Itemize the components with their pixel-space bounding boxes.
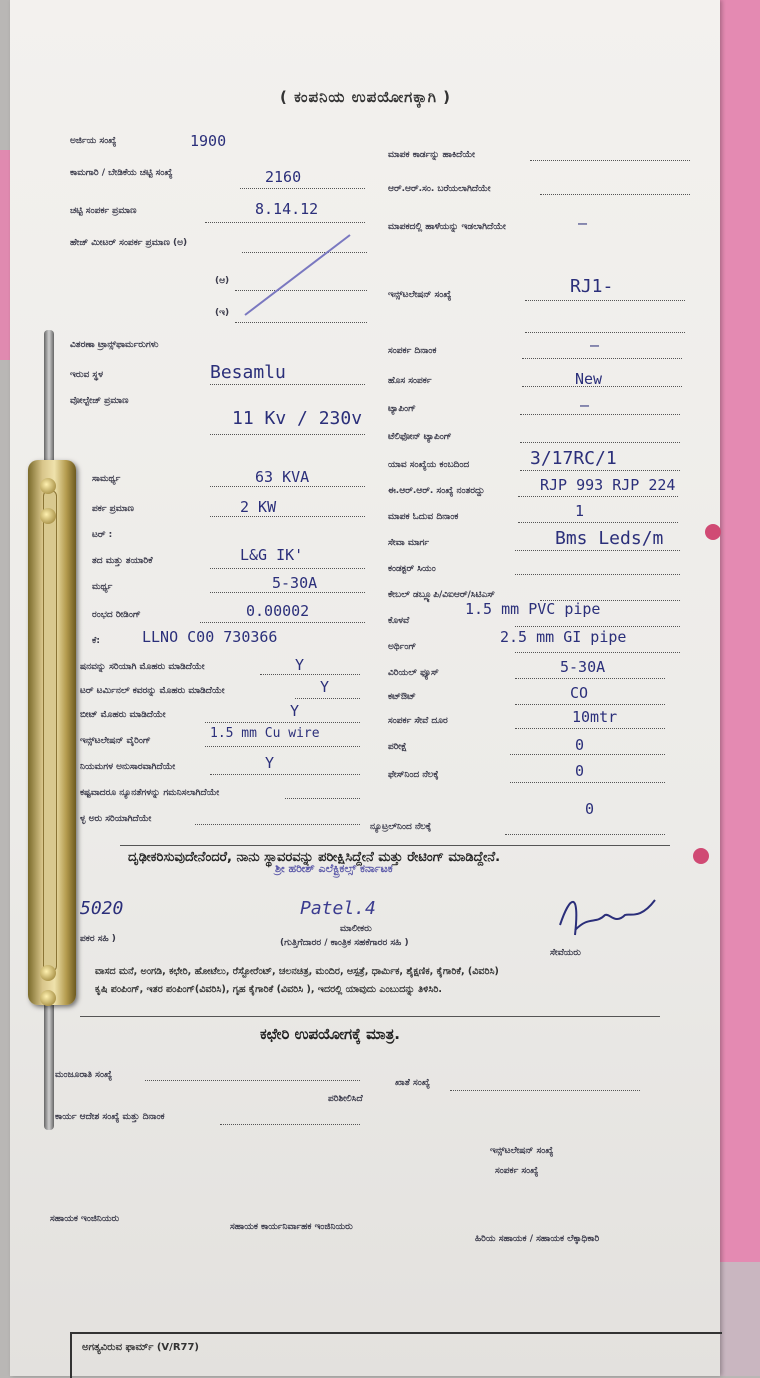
label-cutout-sealed: ಬೀಟ್ ಮೊಹರು ಮಾಡಿದೆಯೇ [80,710,166,720]
value-application-no: 1900 [190,132,227,150]
value-as-per-rules: Y [265,754,275,772]
dotted-line [520,470,680,471]
dotted-line [220,1124,360,1125]
value-new-connection: New [575,370,603,388]
value-cutout: CO [570,684,589,702]
dotted-line [520,414,680,415]
dotted-line [518,496,678,497]
value-phase-earth: 0 [575,762,585,780]
dotted-line [210,774,360,775]
label-rr-written: ಆರ್.ಆರ್.ಸಂ. ಬರೆಯಲಾಗಿದೆಯೇ [388,184,491,194]
label-connection-date: ಸಂಪರ್ಕ ದಿನಾಂಕ [388,346,437,356]
value-next-rr: RJP 993 RJP 224 [540,476,676,494]
dotted-line [240,188,365,189]
label-sealed: ಷನವನ್ನು ಸರಿಯಾಗಿ ಮೊಹರು ಮಾಡಿದೆಯೇ [80,662,205,672]
dotted-line [200,622,365,623]
label-installation-no: ಇನ್ಸ್‌ಟಲೇಷನ್ ಸಂಖ್ಯೆ [388,290,452,300]
label-meter-sheet: ಮಾಪಕದಲ್ಲಿ ಹಾಳೆಯನ್ನು ಇಡಲಾಗಿದೆಯೇ [388,222,506,232]
value-connected-load: 8.14.12 [255,200,319,218]
binder-rivet [40,965,56,981]
label-phase-earth: ಫೇಸ್‌ನಿಂದ ನೆಲಕ್ಕೆ [388,770,439,780]
dotted-line [525,332,685,333]
dotted-line [210,568,365,569]
label-installation-number: ಇನ್ಸ್‌ಟಲೇಷನ್ ಸಂಖ್ಯೆ [490,1146,554,1156]
dotted-line [210,516,365,517]
label-contractor-sig: (ಗುತ್ತಿಗೆದಾರರ / ಕಾಂತ್ರಿಕ ಸಹಕೆಗಾರರ ಸಹಿ ) [280,938,409,948]
value-meter-capacity: 5-30A [272,574,318,592]
binder-clip [28,460,76,1005]
divider [80,1016,660,1017]
value-service-distance: 10mtr [572,708,618,726]
value-reading-date: 1 [575,502,585,520]
value-connection-date: — [590,336,600,354]
folder-pink-edge-right [720,0,760,1270]
label-account-no: ಖಾತೆ ಸಂಖ್ಯೆ [395,1078,430,1088]
value-cutout-sealed: Y [290,702,300,720]
value-terminal-cover: Y [320,678,330,696]
form-page [10,0,720,1376]
dotted-line [205,222,365,223]
dotted-line [515,704,665,705]
label-tapping: ಟ್ಯಾಪಿಂಗ್ [388,404,416,414]
engineer-signature [550,885,670,945]
label-next-rr: ಈ.ಆರ್.ಆರ್. ಸಂಖ್ಯೆ ನಂತರದ್ದು [388,486,485,496]
next-form-edge [70,1332,722,1378]
label-transformers: ವಿತರಣಾ ಟ್ರಾನ್ಸ್‌ಫಾರ್ಮರುಗಳು [70,340,159,350]
value-earthing: 2.5 mm GI pipe [500,628,627,646]
label-assistant-executive: ಸಹಾಯಕ ಕಾರ್ಯನಿರ್ವಾಹಕ ಇಂಜಿನಿಯರು [230,1222,353,1232]
label-owner: ಮಾಲೀಕರು [340,924,372,934]
label-earthing: ಅರ್ಥಿಂಗ್ [388,642,417,652]
label-meter-capacity: ಮರ್ಥ್ಯ [92,582,113,592]
value-tapping: — [580,396,590,414]
dotted-line [515,574,680,575]
label-voltage: ವೋಲ್ಟೇಜ್ ಪ್ರಮಾಣ [70,396,129,406]
label-meter-make: ತದ ಮತ್ತು ತಯಾರಿಕೆ [92,556,153,566]
dotted-line [518,522,678,523]
value-test: 0 [575,736,585,754]
value-work-order-no: 2160 [265,168,302,186]
value-meter-serial: LLNO C00 730366 [142,628,278,646]
dotted-line [510,782,665,783]
category-line-2: ಕೃಷಿ ಪಂಪಿಂಗ್, ಇತರ ಪಂಪಿಂಗ್(ವಿವರಿಸಿ), ಗೃಹ ಕೈಗಾರಿಕೆ (ವಿವರಿಸಿ ), ಇದರಲ್ಲಿ ಯಾವುದು ಎಂಬುದನ್ನು ತಿಳಿಸಿರಿ. [95,984,443,995]
cross-out-line [240,230,360,320]
label-as-per-rules: ನಿಯಮಗಳ ಅನುಸಾರವಾಗಿದೆಯೇ [80,762,176,772]
value-installation-no: RJ1- [570,276,614,297]
value-initial-reading: 0.00002 [246,602,310,620]
label-conduit: ಕೊಳವೆ [388,616,410,626]
label-pole-no: ಯಾವ ಸಂಖ್ಯೆಯ ಕಂಬದಿಂದ [388,460,470,470]
label-conductor: ಕಂಡಕ್ಟರ್ ಸಿಯಂ [388,564,436,574]
binder-slot [43,490,57,972]
dotted-line [515,678,665,679]
label-reading-date: ಮಾಪಕ ಓದುವ ದಿನಾಂಕ [388,512,459,522]
label-defects-noted: ಕಷ್ಟವಾದರೂ ನ್ಯೂನತೆಗಳನ್ನು ಗಮನಿಸಲಾಗಿದೆಯೇ [80,788,220,798]
dotted-line [235,322,367,323]
value-voltage: 11 Kv / 230v [232,408,363,429]
label-connected-load: ಚಟ್ಟಿ ಸಂಪರ್ಕ ಪ್ರಮಾಣ [70,206,137,216]
dotted-line [285,798,360,799]
dotted-line [295,698,360,699]
value-meter-make: L&G IK' [240,546,304,564]
label-sig-left: ಪಕರ ಸಹಿ ) [80,934,116,944]
label-meter-card: ಮಾಪಕ ಕಾರ್ಡನ್ನು ಹಾಕಿದೆಯೇ [388,150,475,160]
label-installation-wiring: ಇನ್ಸ್‌ಟಲೇಷನ್ ವೈರಿಂಗ್ [80,736,151,746]
label-assistant-engineer: ಸಹಾಯಕ ಇಂಜಿನಿಯರು [50,1214,120,1224]
dotted-line [210,486,365,487]
dotted-line [145,1080,360,1081]
label-cutout: ಕಟ್‌ಔಟ್ [388,692,416,702]
value-pole-no: 3/17RC/1 [530,448,617,469]
dotted-line [210,434,365,435]
category-line-1: ವಾಸದ ಮನೆ, ಅಂಗಡಿ, ಕಛೇರಿ, ಹೋಟೆಲು, ರೆಸ್ಟೋರೆಂಟ್, ಚಲನಚಿತ್ರ, ಮಂದಿರ, ಆಸ್ಪತ್ರೆ, ಧಾರ್ಮಿಕ, ಶೈಕ್ಷಣಿಕ, ಕೈಗಾರಿಕೆ, (ವಿವರಿಸಿ) [95,966,499,977]
label-cable: ಕೇಬಲ್ ಡಬ್ಲ್ಯೂಪಿ/ವಿಐಆರ್/ಸಿಟಿಎಸ್ [388,590,495,600]
label-meter: ಟರ್ : [92,530,113,540]
dotted-line [540,194,690,195]
contractor-stamp: ಶ್ರೀ ಹರೀಶ್ ಎಲೆಕ್ಟ್ರಿಕಲ್ಸ್ ಕರ್ನಾಟಕ [275,862,393,875]
dotted-line [210,384,365,385]
label-service-distance: ಸಂಪರ್ಕ ಸೇವೆ ದೂರ [388,716,448,726]
label-neutral-earth: ನ್ಯೂಟ್ರಲ್‌ನಿಂದ ನೆಲಕ್ಕೆ [370,822,432,832]
label-work-order: ಕಾರ್ಯ ಆದೇಶ ಸಂಖ್ಯೆ ಮತ್ತು ದಿನಾಂಕ [55,1112,165,1122]
label-location: ಇರುವ ಸ್ಥಳ [70,370,103,380]
label-capacity: ಸಾಮರ್ಥ್ಯ [92,474,121,484]
label-terminal-cover: ಟರ್ ಟರ್ಮಿನಲ್ ಕವರನ್ನು ಮೊಹರು ಮಾಡಿದೆಯೇ [80,686,225,696]
label-sig-right: ಸೇವೆಯರು [550,948,581,958]
value-service-line: Bms Leds/m [555,528,664,549]
value-capacity: 63 KVA [255,468,310,486]
label-sanction-no: ಮಂಜೂರಾತಿ ಸಂಖ್ಯೆ [55,1070,113,1080]
dotted-line [205,722,360,723]
binder-rivet [40,990,56,1006]
punch-hole-top [705,524,721,540]
dotted-line [515,728,665,729]
value-location: Besamlu [210,362,286,383]
dotted-line [525,300,685,301]
label-new-connection: ಹೊಸ ಸಂಪರ್ಕ [388,376,432,386]
label-verified: ಪರಿಶೀಲಿಸಿದೆ [328,1094,363,1104]
label-meter-load-b: (ಆ) [215,276,230,286]
value-meter-sheet: — [578,214,588,232]
dotted-line [195,824,360,825]
dotted-line [515,550,680,551]
office-use-title: ಕಛೇರಿ ಉಪಯೋಗಕ್ಕೆ ಮಾತ್ರ. [260,1025,400,1043]
dotted-line [210,592,365,593]
value-neutral-earth: 0 [585,800,595,818]
value-conduit: 1.5 mm PVC pipe [465,600,601,618]
label-correct: ಳ್ಳ ಅರು ಸರಿಯಾಗಿದೆಯೇ [80,814,152,824]
divider [120,845,670,846]
dotted-line [510,754,665,755]
dotted-line [450,1090,640,1091]
dotted-line [505,834,665,835]
value-contract-load: 2 KW [240,498,277,516]
label-meter-load-c: (ಇ) [215,308,230,318]
form-title: ( ಕಂಪನಿಯ ಉಪಯೋಗಕ್ಕಾಗಿ ) [280,88,452,106]
bottom-form-text: ಅಗತ್ಯವಿರುವ ಫಾರ್ಮ್ (V/R77) [82,1342,200,1353]
punch-hole-bottom [693,848,709,864]
value-installation-wiring: 1.5 mm Cu wire [210,726,320,741]
dotted-line [205,746,360,747]
binder-rivet [40,478,56,494]
dotted-line [520,442,680,443]
label-service-line: ಸೇವಾ ಮಾರ್ಗ [388,538,430,548]
dotted-line [515,626,680,627]
label-work-order-no: ಕಾಮಗಾರಿ / ಬೇಡಿಕೆಯ ಚಟ್ಟಿ ಸಂಖ್ಯೆ [70,168,173,178]
dotted-line [260,674,360,675]
binder-rivet [40,508,56,524]
label-accounts-officer: ಹಿರಿಯ ಸಹಾಯಕ / ಸಹಾಯಕ ಲೆಕ್ಕಾಧಿಕಾರಿ [475,1234,600,1244]
label-application-no: ಅರ್ಜಿಯ ಸಂಖ್ಯೆ [70,136,117,146]
label-telephone-tapping: ಟೆಲಿಫೋನ್ ಟ್ಯಾಪಿಂಗ್ [388,432,452,442]
owner-signature: Patel.4 [300,898,376,919]
label-fuse: ವಿರಿಯಲ್ ಫ್ಯೂಸ್ [388,668,439,678]
value-sealed: Y [295,656,305,674]
declaration-text: ದೃಢೀಕರಿಸುವುದೇನೆಂದರೆ, ನಾನು ಸ್ಥಾವರವನ್ನು ಪರೀಕ್ಷಿಸಿದ್ದೇನೆ ಮತ್ತು ರೇಟಿಂಗ್ ಮಾಡಿದ್ದೇನೆ. [128,850,501,865]
label-meter-load-a: ಹೇಜ್ ಮೀಟರ್ ಸಂಪರ್ಕ ಪ್ರಮಾಣ (ಅ) [70,238,188,248]
label-meter-serial: ಕೆ: [92,636,101,646]
dotted-line [515,652,680,653]
dotted-line [530,160,690,161]
value-fuse: 5-30A [560,658,606,676]
label-test: ಪರೀಕ್ಷೆ [388,742,407,752]
dotted-line [522,358,682,359]
label-initial-reading: ರಂಭದ ರೀಡಿಂಗ್ [92,610,141,620]
label-connection-number: ಸಂಪರ್ಕ ಸಂಖ್ಯೆ [495,1166,539,1176]
signature-left: 5020 [80,898,124,919]
label-contract-load: ಪರ್ಕ ಪ್ರಮಾಣ [92,504,134,514]
